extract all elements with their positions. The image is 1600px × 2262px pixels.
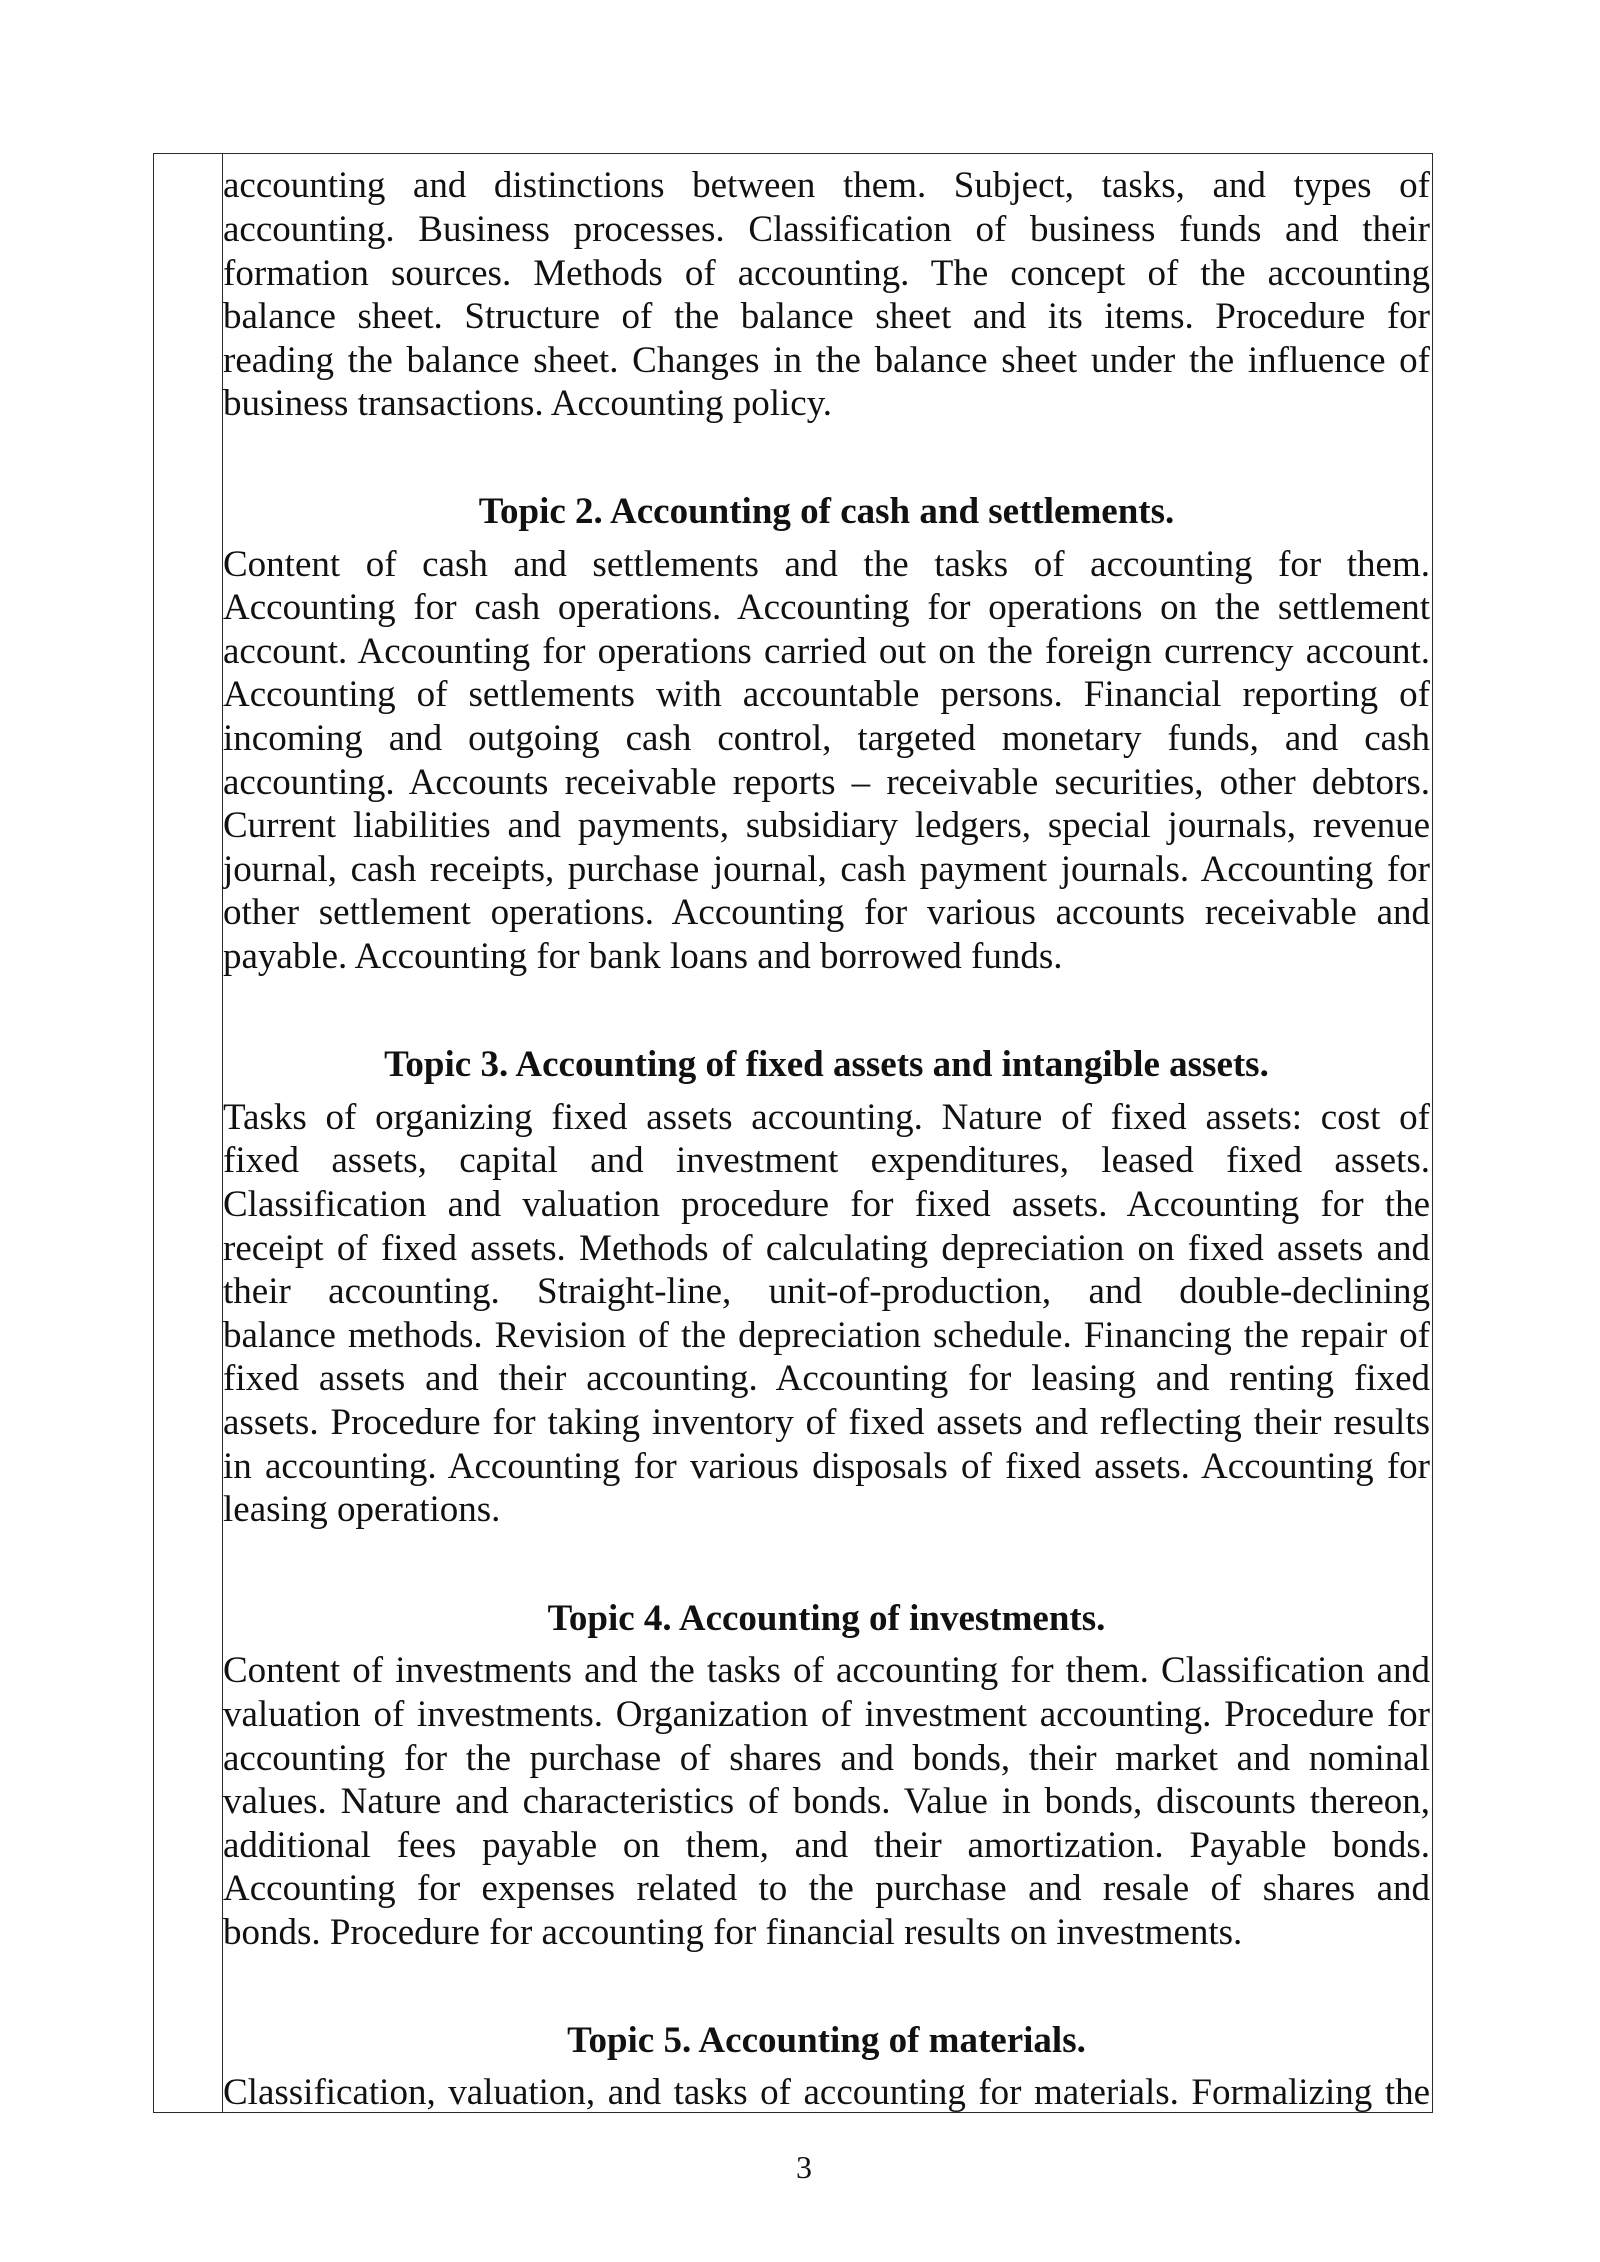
page-number: 3 — [796, 2149, 812, 2185]
text-line: Content of cash and settlements and the tasks of accounting for them. — [223, 543, 1430, 585]
topic-section — [223, 1597, 1430, 1955]
text-line: Current liabilities and payments, subsidiary ledgers, special journals, revenue — [223, 805, 1430, 847]
text-line: balance sheet. Structure of the balance sheet and its items. Procedure for — [223, 296, 1430, 338]
topic-section — [223, 490, 1430, 978]
text-line: accounting. Accounts receivable reports – receivable securities, other debtors. — [223, 761, 1430, 803]
topic-heading: Topic 3. Accounting of fixed assets and intangible assets. — [384, 1044, 1269, 1086]
text-line: incoming and outgoing cash control, targeted monetary funds, and cash — [223, 717, 1430, 759]
text-line: assets. Procedure for taking inventory of fixed assets and reflecting their results — [223, 1401, 1430, 1443]
text-line: Content of investments and the tasks of accounting for them. Classification and — [223, 1650, 1430, 1692]
topic-section — [223, 1043, 1430, 1531]
text-line: accounting. Business processes. Classification of business funds and their — [223, 208, 1430, 250]
text-line: fixed assets and their accounting. Accounting for leasing and renting fixed — [223, 1358, 1430, 1400]
text-line: Accounting for expenses related to the purchase and resale of shares and — [223, 1868, 1430, 1910]
text-line: formation sources. Methods of accounting. The concept of the accounting — [223, 252, 1430, 294]
text-line: Accounting of settlements with accountable persons. Financial reporting of — [223, 674, 1430, 716]
text-line: Classification and valuation procedure for fixed assets. Accounting for the — [223, 1183, 1430, 1225]
text-line: balance methods. Revision of the depreciation schedule. Financing the repair of — [223, 1314, 1430, 1356]
text-line-last: bonds. Procedure for accounting for financial results on investments. — [223, 1912, 1243, 1954]
intro-section — [223, 164, 1430, 426]
text-line: their accounting. Straight-line, unit-of-production, and double-declining — [223, 1271, 1430, 1313]
text-line: valuation of investments. Organization of investment accounting. Procedure for — [223, 1694, 1430, 1736]
text-line: values. Nature and characteristics of bonds. Value in bonds, discounts thereon, — [223, 1781, 1430, 1823]
text-line: journal, cash receipts, purchase journal, cash payment journals. Accounting for — [223, 848, 1430, 890]
topic-heading: Topic 4. Accounting of investments. — [547, 1598, 1106, 1640]
text-line: reading the balance sheet. Changes in the balance sheet under the influence of — [223, 339, 1430, 381]
text-line: accounting and distinctions between them. Subject, tasks, and types of — [223, 165, 1430, 207]
text-line: accounting for the purchase of shares and bonds, their market and nominal — [223, 1737, 1430, 1779]
text-line: in accounting. Accounting for various disposals of fixed assets. Accounting for — [223, 1445, 1430, 1487]
text-line-last: business transactions. Accounting policy. — [223, 383, 833, 425]
text-line: Classification, valuation, and tasks of accounting for materials. Formalizing the — [223, 2072, 1430, 2114]
text-line-last: leasing operations. — [223, 1489, 501, 1531]
content-column — [223, 0, 1430, 2262]
text-line: account. Accounting for operations carried out on the foreign currency account. — [223, 630, 1430, 672]
text-line: additional fees payable on them, and their amortization. Payable bonds. — [223, 1824, 1430, 1866]
text-line: fixed assets, capital and investment expenditures, leased fixed assets. — [223, 1140, 1430, 1182]
topic-section — [223, 2019, 1430, 2115]
text-line: Tasks of organizing fixed assets accounting. Nature of fixed assets: cost of — [223, 1096, 1430, 1138]
topic-heading: Topic 2. Accounting of cash and settlements. — [478, 491, 1175, 533]
text-line: Accounting for cash operations. Accounting for operations on the settlement — [223, 587, 1430, 629]
text-line: other settlement operations. Accounting for various accounts receivable and — [223, 892, 1430, 934]
text-line: receipt of fixed assets. Methods of calculating depreciation on fixed assets and — [223, 1227, 1430, 1269]
topic-heading: Topic 5. Accounting of materials. — [567, 2019, 1086, 2061]
text-line-last: payable. Accounting for bank loans and borrowed funds. — [223, 935, 1063, 977]
